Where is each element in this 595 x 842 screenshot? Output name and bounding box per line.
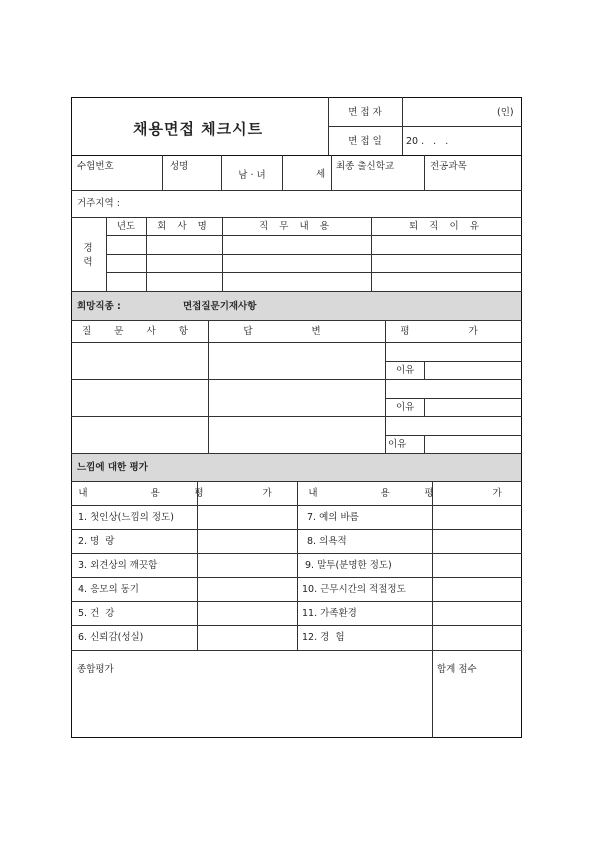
divider [385, 361, 522, 362]
reason-label: 이유 [388, 439, 407, 450]
impression-item: 4. 응모의 동기 [78, 584, 139, 595]
divider [71, 625, 522, 626]
impression-item: 9. 말투(분명한 정도) [305, 560, 392, 571]
impression-item: 7. 예의 바름 [307, 512, 359, 523]
interviewer-label: 면 접 자 [348, 107, 382, 118]
question-header: 질 문 사 항 [82, 326, 198, 337]
major-label: 전공과목 [430, 161, 467, 172]
impression-header-content: 내 용 [78, 488, 190, 499]
question-band-title: 면접질문기재사항 [183, 301, 257, 312]
section-band [72, 291, 521, 320]
divider [432, 650, 433, 738]
divider [71, 379, 522, 380]
divider [385, 435, 522, 436]
seal-mark: (인) [497, 107, 514, 118]
career-header-duties: 직 무 내 용 [259, 221, 333, 232]
divider [71, 577, 522, 578]
divider [71, 291, 522, 292]
divider [162, 155, 163, 190]
divider [71, 155, 522, 156]
residence-label: 거주지역 : [77, 198, 120, 209]
divider [71, 553, 522, 554]
divider [106, 272, 522, 273]
divider [71, 453, 522, 454]
divider [71, 505, 522, 506]
impression-item: 5. 건 강 [78, 608, 115, 619]
divider [71, 650, 522, 651]
impression-item: 8. 의욕적 [307, 536, 347, 547]
divider [71, 342, 522, 343]
impression-item: 12. 경 험 [302, 632, 345, 643]
divider [71, 217, 522, 218]
career-header-company: 회 사 명 [157, 221, 211, 232]
exam-number-label: 수험번호 [77, 161, 114, 172]
answer-header: 답 변 [243, 326, 349, 337]
divider [208, 320, 209, 453]
impression-item: 2. 명 랑 [78, 536, 115, 547]
divider [106, 235, 522, 236]
interview-date-label: 면 접 일 [348, 136, 382, 147]
school-label: 최종 출신학교 [336, 161, 395, 172]
divider [221, 155, 222, 190]
impression-title: 느낌에 대한 평가 [77, 462, 148, 473]
age-unit: 세 [316, 169, 326, 180]
impression-item: 11. 가족환경 [302, 608, 357, 619]
divider [71, 190, 522, 191]
divider [71, 416, 522, 417]
reason-label: 이유 [396, 402, 415, 413]
divider [385, 398, 522, 399]
divider [328, 126, 522, 127]
total-score-label: 합계 점수 [437, 664, 477, 675]
divider [71, 320, 522, 321]
divider [106, 254, 522, 255]
divider [424, 361, 425, 379]
divider [424, 435, 425, 453]
impression-item: 3. 외견상의 깨끗함 [78, 560, 158, 571]
impression-item: 10. 근무시간의 적절정도 [302, 584, 406, 595]
gender-label: 남 · 녀 [238, 170, 266, 181]
impression-item: 1. 첫인상(느낌의 정도) [78, 512, 174, 523]
reason-label: 이유 [396, 365, 415, 376]
impression-header-content: 내 용 [308, 488, 420, 499]
divider [331, 155, 332, 190]
desired-job-label: 희망직종 : [77, 301, 121, 312]
impression-header-score: 평 가 [424, 488, 530, 499]
divider [71, 601, 522, 602]
career-header-year: 년도 [116, 221, 136, 232]
name-label: 성명 [170, 161, 189, 172]
impression-item: 6. 신뢰감(성실) [78, 632, 144, 643]
impression-header-score: 평 가 [194, 488, 300, 499]
divider [385, 320, 386, 453]
interview-date-value: 20 . . . [406, 136, 449, 147]
career-header-reason: 퇴 직 이 유 [409, 221, 483, 232]
divider [424, 155, 425, 190]
divider [71, 529, 522, 530]
career-side-label: 력 [83, 257, 93, 268]
divider [282, 155, 283, 190]
overall-evaluation-label: 종합평가 [77, 664, 114, 675]
evaluation-header: 평 가 [400, 326, 506, 337]
page-title: 채용면접 체크시트 [133, 120, 264, 138]
divider [424, 398, 425, 416]
career-side-label: 경 [83, 243, 93, 254]
